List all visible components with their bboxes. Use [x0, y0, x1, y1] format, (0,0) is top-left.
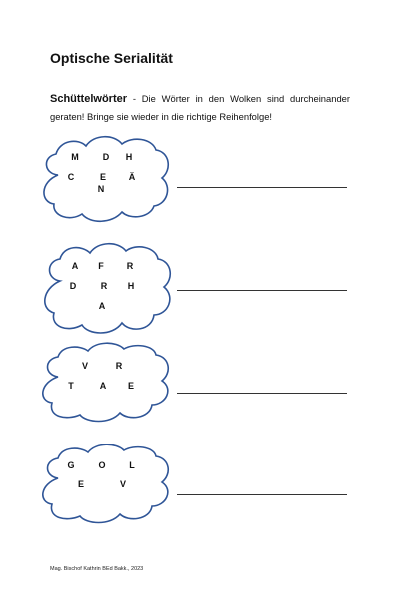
cloud-letter: R [126, 261, 134, 271]
cloud-letter: L [129, 460, 135, 470]
cloud-letter: H [125, 152, 133, 162]
answer-line[interactable] [177, 290, 347, 291]
cloud-word-1 [36, 132, 176, 232]
cloud-letter: A [98, 301, 106, 311]
answer-line[interactable] [177, 187, 347, 188]
cloud-letter: V [119, 479, 126, 489]
footer-credit: Mag. Bischof Kathrin BEd Bakk., 2023 [50, 566, 144, 572]
cloud-letter: A [71, 261, 79, 271]
cloud-letter: D [102, 152, 110, 162]
cloud-letter: N [97, 184, 105, 194]
cloud-letter: C [67, 172, 75, 182]
cloud-letter: E [127, 381, 134, 391]
cloud-letter: D [69, 281, 77, 291]
cloud-letter: A [99, 381, 107, 391]
task-heading: Schüttelwörter [50, 93, 128, 105]
cloud-letter: R [100, 281, 108, 291]
cloud-letter: M [71, 152, 79, 162]
cloud-letter: E [77, 479, 84, 489]
cloud-shape-icon [38, 241, 178, 341]
cloud-shape-icon [36, 444, 176, 529]
cloud-letter: Ä [128, 172, 136, 182]
cloud-letter: E [99, 172, 106, 182]
cloud-letter: F [98, 261, 104, 271]
task-instructions [50, 90, 350, 125]
answer-line[interactable] [177, 393, 347, 394]
answer-line[interactable] [177, 494, 347, 495]
cloud-word-3 [36, 341, 176, 441]
cloud-letter: T [68, 381, 74, 391]
cloud-letter: V [81, 361, 88, 371]
cloud-word-4 [36, 444, 176, 544]
cloud-letter: O [98, 460, 106, 470]
cloud-letter: H [127, 281, 135, 291]
cloud-letter: R [115, 361, 123, 371]
cloud-letter: G [67, 460, 75, 470]
page-title: Optische Serialität [50, 50, 173, 66]
task-text: - Die Wörter in den Wolken sind durcheinander geraten! Bringe sie wieder in die richtige Reihenfolge! [50, 93, 350, 122]
cloud-word-2 [38, 241, 178, 341]
cloud-shape-icon [36, 132, 176, 232]
